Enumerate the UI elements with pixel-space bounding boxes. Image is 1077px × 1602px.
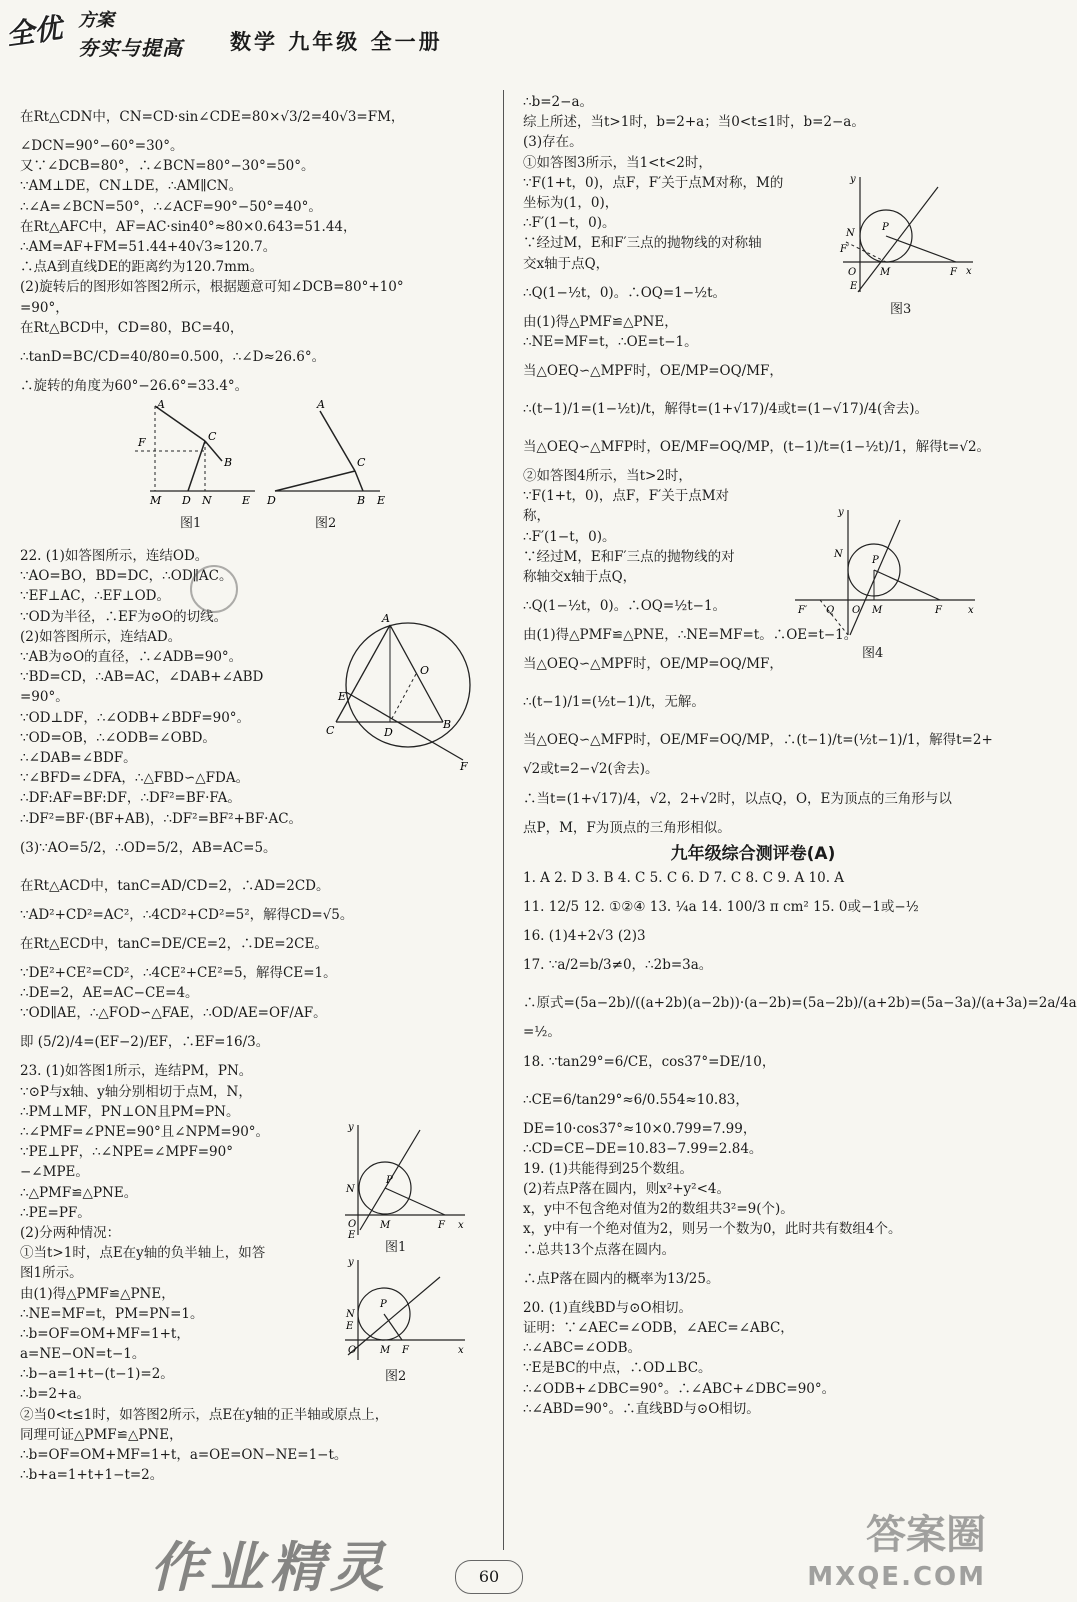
svg-text:M: M xyxy=(872,605,883,616)
figure-1-caption: 图1 xyxy=(180,516,202,532)
text-line: 由(1)得△PMF≌△PNE， xyxy=(20,1285,175,1302)
svg-text:C: C xyxy=(326,724,335,737)
text-line: 交x轴于点Q， xyxy=(523,255,610,272)
text-line: ∵F(1+t，0)，点F，F′关于点M对称，M的 xyxy=(523,174,784,191)
svg-text:P: P xyxy=(882,222,889,233)
text-line: (2)如答图所示，连结AD。 xyxy=(20,628,182,645)
figure-1 xyxy=(130,396,260,516)
text-line: ①如答图3所示，当1<t<2时， xyxy=(523,154,712,171)
logo-text-sub: 方案 xyxy=(78,10,114,31)
svg-text:y: y xyxy=(850,174,856,185)
svg-text:E: E xyxy=(348,1230,356,1241)
text-line: ∴b=OF=OM+MF=1+t，a=OE=ON−NE=1−t。 xyxy=(20,1447,348,1463)
svg-text:F: F xyxy=(935,605,942,616)
text-line: 23. (1)如答图1所示，连结PM，PN。 xyxy=(20,1063,253,1080)
text-line: (3)∵AO=5/2，∴OD=5/2，AB=AC=5。 xyxy=(20,839,277,856)
svg-text:O: O xyxy=(848,267,857,278)
text-line: (2)分两种情况： xyxy=(20,1224,121,1241)
figure-3 xyxy=(838,172,978,297)
text-line: ∵AM⊥DE，CN⊥DE，∴AM∥CN。 xyxy=(20,178,243,195)
text-line: 19. (1)共能得到25个数组。 xyxy=(523,1160,694,1177)
svg-text:E: E xyxy=(338,690,347,703)
text-line: ∴△PMF≌△PNE。 xyxy=(20,1184,138,1201)
figure-4-caption: 图4 xyxy=(862,646,884,661)
svg-text:N: N xyxy=(346,1309,355,1320)
text-line: ∴PE=PF。 xyxy=(20,1204,91,1221)
svg-text:x: x xyxy=(966,266,972,277)
figure-23-1 xyxy=(340,1120,470,1240)
svg-text:y: y xyxy=(348,1122,354,1133)
svg-text:F: F xyxy=(460,760,468,773)
svg-text:C: C xyxy=(208,430,217,444)
svg-text:M: M xyxy=(380,1220,391,1231)
text-line: =90°， xyxy=(20,299,69,316)
text-line: ∵∠BFD=∠DFA，∴△FBD∽△FDA。 xyxy=(20,770,250,787)
text-line: ∴点P落在圆内的概率为13/25。 xyxy=(523,1270,720,1287)
text-line: ∴F′(1−t，0)。 xyxy=(523,528,616,545)
text-line: 称轴交x轴于点Q， xyxy=(523,569,637,585)
svg-text:N: N xyxy=(202,494,212,508)
text-line: ∴DF:AF=BF:DF，∴DF²=BF·FA。 xyxy=(20,790,241,807)
figures-1-2 xyxy=(20,396,488,546)
text-line: ②当0<t≤1时，如答图2所示，点E在y轴的正半轴或原点上， xyxy=(20,1406,389,1423)
svg-text:F: F xyxy=(950,267,957,278)
text-line: ∵经过M，E和F′三点的抛物线的对 xyxy=(523,548,735,565)
figure-3-caption: 图3 xyxy=(890,302,912,317)
text-line: ∴NE=MF=t，∴OE=t−1。 xyxy=(523,333,698,350)
text-line: 17. ∵a/2=b/3≠0，∴2b=3a。 xyxy=(523,957,713,974)
text-line: =½。 xyxy=(523,1024,561,1041)
figure-23-1-caption: 图1 xyxy=(385,1240,407,1255)
text-line: 又∵∠DCB=80°，∴∠BCN=80°−30°=50°。 xyxy=(20,158,315,175)
text-line: ∴b−a=1+t−(t−1)=2。 xyxy=(20,1366,174,1383)
figure-23-2-caption: 图2 xyxy=(385,1369,407,1384)
text-line: 20. (1)直线BD与⊙O相切。 xyxy=(523,1299,693,1316)
text-line: ∴CE=6/tan29°≈6/0.554≈10.83， xyxy=(523,1091,749,1108)
svg-text:P: P xyxy=(872,555,879,566)
text-line: ∵BD=CD，∴AB=AC，∠DAB+∠ABD xyxy=(20,669,264,686)
svg-text:B: B xyxy=(443,718,452,731)
svg-text:x: x xyxy=(458,1345,464,1356)
svg-text:D: D xyxy=(182,494,191,508)
text-line: ∴∠ABC=∠ODB。 xyxy=(523,1340,642,1357)
text-line: (3)存在。 xyxy=(523,134,583,151)
svg-text:P: P xyxy=(380,1299,387,1310)
text-line: 在Rt△BCD中，CD=80，BC=40， xyxy=(20,319,244,336)
text-line: ∴NE=MF=t，PM=PN=1。 xyxy=(20,1305,204,1322)
text-line: ∴F′(1−t，0)。 xyxy=(523,215,616,232)
text-line: ∵OD∥AE，∴△FOD∽△FAE，∴OD/AE=OF/AF。 xyxy=(20,1005,327,1022)
text-line: ②如答图4所示，当t>2时， xyxy=(523,468,692,485)
figure-2-caption: 图2 xyxy=(315,516,337,532)
watermark-corner-url: MXQE.COM xyxy=(807,1562,986,1592)
svg-text:E: E xyxy=(377,494,386,508)
text-line: ∴tanD=BC/CD=40/80=0.500，∴∠D≈26.6°。 xyxy=(20,348,326,365)
text-line: 综上所述，当t>1时，b=2+a；当0<t≤1时，b=2−a。 xyxy=(523,114,865,131)
text-line: 11. 12/5 12. ①②④ 13. ¼a 14. 100/3 π cm² 15. 0或−1或−½ xyxy=(523,899,919,916)
text-line: ∴∠ODB+∠DBC=90°。∴∠ABC+∠DBC=90°。 xyxy=(523,1380,836,1397)
svg-text:A: A xyxy=(382,612,390,625)
text-line: ∴总共13个点落在圆内。 xyxy=(523,1241,676,1258)
svg-text:F′: F′ xyxy=(798,605,808,616)
text-line: 18. ∵tan29°=6/CE，cos37°=DE/10， xyxy=(523,1053,776,1070)
text-line: ∴b=OF=OM+MF=1+t， xyxy=(20,1325,190,1342)
svg-text:M: M xyxy=(380,1345,391,1356)
svg-text:y: y xyxy=(838,507,844,518)
text-line: a=NE−ON=t−1。 xyxy=(20,1346,146,1363)
text-line: 当△OEQ∽△MFP时，OE/MF=OQ/MP，(t−1)/t=(1−½t)/1，解得t=√2。 xyxy=(523,439,991,456)
text-line: 即 (5/2)/4=(EF−2)/EF，∴EF=16/3。 xyxy=(20,1034,270,1051)
text-line: 坐标为(1，0)， xyxy=(523,194,619,211)
text-line: ∴∠A=∠BCN=50°，∴∠ACF=90°−50°=40°。 xyxy=(20,198,322,215)
figure-23-2 xyxy=(340,1255,470,1365)
text-line: ∴∠DAB=∠BDF。 xyxy=(20,749,137,766)
svg-text:D: D xyxy=(384,726,393,739)
svg-text:M: M xyxy=(880,267,891,278)
svg-text:B: B xyxy=(224,456,233,470)
text-line: ∴∠PMF=∠PNE=90°且∠NPM=90°。 xyxy=(20,1124,270,1140)
logo-text-sub2: 夯实与提高 xyxy=(78,36,183,60)
svg-text:O: O xyxy=(348,1219,357,1230)
figure-2 xyxy=(265,396,395,516)
svg-text:E: E xyxy=(850,281,858,292)
text-line: 称， xyxy=(523,508,550,525)
stamp-mark xyxy=(190,565,238,613)
svg-text:C: C xyxy=(357,456,366,470)
text-line: ∵经过M，E和F′三点的抛物线的对称轴 xyxy=(523,235,762,252)
svg-text:P: P xyxy=(386,1175,393,1186)
text-line: 由(1)得△PMF≌△PNE，∴NE=MF=t。∴OE=t−1。 xyxy=(523,627,858,644)
text-line: 16. (1)4+2√3 (2)3 xyxy=(523,928,646,945)
text-line: ∴(t−1)/1=(1−½t)/t，解得t=(1+√17)/4或t=(1−√17)/4(舍去)。 xyxy=(523,401,929,418)
svg-text:A: A xyxy=(157,398,165,412)
text-line: x，y中有一个绝对值为2，则另一个数为0，此时共有数组4个。 xyxy=(523,1221,902,1238)
text-line: ∴b=2−a。 xyxy=(523,94,593,110)
text-line: 1. A 2. D 3. B 4. C 5. C 6. D 7. C 8. C 9. A 10. A xyxy=(523,869,845,886)
text-line: ∴Q(1−½t，0)。∴OQ=½t−1。 xyxy=(523,598,727,615)
text-line: (2)若点P落在圆内，则x²+y²<4。 xyxy=(523,1181,730,1198)
svg-text:O: O xyxy=(348,1345,357,1356)
svg-text:A: A xyxy=(317,398,325,412)
logo-text-main: 全优 xyxy=(4,11,65,52)
svg-text:N: N xyxy=(346,1184,355,1195)
text-line: ∵OD=OB，∴∠ODB=∠OBD。 xyxy=(20,729,216,746)
text-line: ∵DE²+CE²=CD²，∴4CE²+CE²=5，解得CE=1。 xyxy=(20,964,337,981)
text-line: ∴原式=(5a−2b)/((a+2b)(a−2b))·(a−2b)=(5a−2b)/(a+2b)=(5a−3a)/(a+3a)=2a/4a xyxy=(523,995,1077,1012)
text-line: ∴旋转的角度为60°−26.6°=33.4°。 xyxy=(20,377,249,394)
figure-4 xyxy=(790,505,980,640)
text-line: ∵⊙P与x轴、y轴分别相切于点M，N， xyxy=(20,1083,252,1100)
text-line: ∵AO=BO，BD=DC，∴OD∥AC。 xyxy=(20,568,233,585)
text-line: 22. (1)如答图所示，连结OD。 xyxy=(20,548,209,565)
text-line: (2)旋转后的图形如答图2所示，根据题意可知∠DCB=80°+10° xyxy=(20,279,404,296)
page-number: 60 xyxy=(455,1560,523,1594)
column-divider xyxy=(503,90,504,1550)
text-line: ∠DCN=90°−60°=30°。 xyxy=(20,138,184,154)
text-line: ∴DF²=BF·(BF+AB)，∴DF²=BF²+BF·AC。 xyxy=(20,810,303,827)
svg-text:E: E xyxy=(346,1321,354,1332)
svg-text:Q: Q xyxy=(826,605,835,616)
figure-circle-problem-22 xyxy=(318,610,478,780)
text-line: ∵E是BC的中点，∴OD⊥BC。 xyxy=(523,1360,712,1377)
svg-text:F′: F′ xyxy=(840,244,850,255)
watermark-bottom: 作业精灵 xyxy=(150,1536,390,1599)
text-line: 当△OEQ∽△MPF时，OE/MP=OQ/MF， xyxy=(523,363,783,380)
svg-text:B: B xyxy=(357,494,366,508)
text-line: 在Rt△CDN中，CN=CD·sin∠CDE=80×√3/2=40√3=FM， xyxy=(20,109,405,125)
svg-text:y: y xyxy=(348,1257,354,1268)
svg-text:M: M xyxy=(150,494,162,508)
page-header xyxy=(0,0,996,82)
text-line: 在Rt△AFC中，AF=AC·sin40°≈80×0.643=51.44， xyxy=(20,218,357,235)
text-line: 证明：∵∠AEC=∠ODB，∠AEC=∠ABC， xyxy=(523,1320,794,1337)
page-title: 数学 九年级 全一册 xyxy=(230,30,443,54)
svg-text:x: x xyxy=(968,605,974,616)
watermark-corner-logo: 答案圈 xyxy=(866,1512,986,1558)
text-line: ∵AB为⊙O的直径，∴∠ADB=90°。 xyxy=(20,649,243,665)
text-line: 由(1)得△PMF≌△PNE， xyxy=(523,313,678,330)
text-line: x，y中不包含绝对值为2的数组共3²=9(个)。 xyxy=(523,1201,794,1218)
text-line: ∵PE⊥PF，∴∠NPE=∠MPF=90° xyxy=(20,1144,233,1161)
text-line: −∠MPE。 xyxy=(20,1164,89,1181)
text-line: 在Rt△ACD中，tanC=AD/CD=2，∴AD=2CD。 xyxy=(20,877,330,894)
text-line: ∵EF⊥AC，∴EF⊥OD。 xyxy=(20,588,170,605)
svg-text:F: F xyxy=(402,1345,409,1356)
text-line: ①当t>1时，点E在y轴的负半轴上，如答 xyxy=(20,1245,266,1262)
text-line: ∵F(1+t，0)，点F，F′关于点M对 xyxy=(523,488,730,505)
text-line: ∴b+a=1+t+1−t=2。 xyxy=(20,1467,164,1484)
text-line: 当△OEQ∽△MFP时，OE/MF=OQ/MP，∴(t−1)/t=(½t−1)/1，解得t=2+ xyxy=(523,732,993,749)
text-line: ∴b=2+a。 xyxy=(20,1386,90,1403)
text-line: 图1所示。 xyxy=(20,1265,83,1282)
svg-text:F: F xyxy=(438,1220,445,1231)
text-line: 当△OEQ∽△MPF时，OE/MP=OQ/MF， xyxy=(523,656,783,673)
text-line: ∴DE=2，AE=AC−CE=4。 xyxy=(20,985,199,1002)
text-line: 在Rt△ECD中，tanC=DE/CE=2，∴DE=2CE。 xyxy=(20,935,328,952)
text-line: 同理可证△PMF≌△PNE， xyxy=(20,1426,183,1443)
text-line: DE=10·cos37°≈10×0.799=7.99， xyxy=(523,1120,757,1137)
book-logo xyxy=(6,6,206,64)
text-line: ∴当t=(1+√17)/4，√2，2+√2时，以点Q，O，E为顶点的三角形与以 xyxy=(523,790,952,807)
text-line: 点P，M，F为顶点的三角形相似。 xyxy=(523,819,731,836)
text-line: ∵OD为半径，∴EF为⊙O的切线。 xyxy=(20,608,228,625)
text-line: ∴(t−1)/1=(½t−1)/t，无解。 xyxy=(523,694,705,711)
svg-text:O: O xyxy=(420,664,430,677)
text-line: ∴AM=AF+FM=51.44+40√3≈120.7。 xyxy=(20,238,277,255)
svg-text:x: x xyxy=(458,1220,464,1231)
svg-text:F: F xyxy=(138,436,146,450)
section-title: 九年级综合测评卷(A) xyxy=(670,843,836,864)
text-line: ∴∠ABD=90°。∴直线BD与⊙O相切。 xyxy=(523,1400,760,1417)
text-line: ∴Q(1−½t，0)。∴OQ=1−½t。 xyxy=(523,284,727,301)
svg-text:D: D xyxy=(267,494,276,508)
text-line: ∴点A到直线DE的距离约为120.7mm。 xyxy=(20,259,264,276)
text-line: ∴CD=CE−DE=10.83−7.99=2.84。 xyxy=(523,1140,763,1157)
svg-text:N: N xyxy=(834,549,843,560)
text-line: ∵OD⊥DF，∴∠ODB+∠BDF=90°。 xyxy=(20,709,251,726)
svg-text:O: O xyxy=(852,605,861,616)
text-line: ∵AD²+CD²=AC²，∴4CD²+CD²=5²，解得CD=√5。 xyxy=(20,906,354,923)
text-line: ∴PM⊥MF，PN⊥ON且PM=PN。 xyxy=(20,1103,240,1120)
text-line: =90°。 xyxy=(20,689,69,706)
svg-text:E: E xyxy=(242,494,251,508)
text-line: √2或t=2−√2(舍去)。 xyxy=(523,761,659,778)
svg-text:N: N xyxy=(846,228,855,239)
